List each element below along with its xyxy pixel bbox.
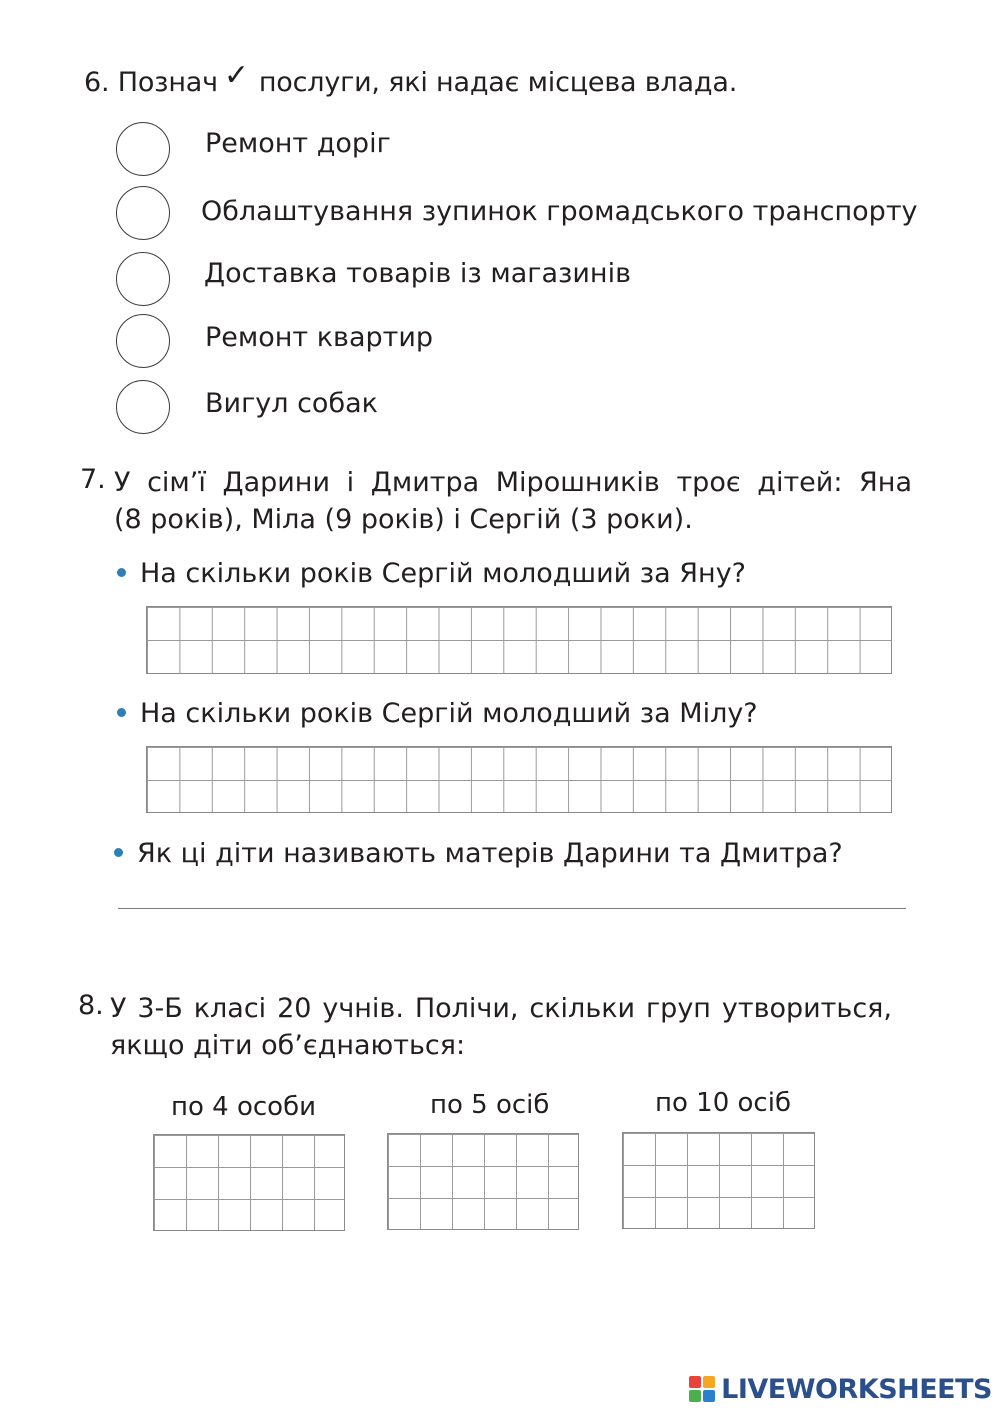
liveworksheets-logo <box>689 1371 992 1407</box>
logo-text: LIVEWORKSHEETS <box>721 1373 992 1405</box>
option-label-transport-stops: Облаштування зупинок громадського транспорту <box>201 196 918 227</box>
question-8-number: 8. <box>78 990 104 1021</box>
group-label-10: по 10 осіб <box>655 1088 791 1118</box>
question-8-line-2: якщо діти об’єднаються: <box>110 1030 466 1061</box>
option-label-apartment-repair: Ремонт квартир <box>205 322 434 353</box>
question-6-number: 6. <box>84 67 110 98</box>
question-6-title-after: послуги, які надає місцева влада. <box>258 67 738 98</box>
question-7c-text: Як ці діти називають матерів Дарини та Дмитра? <box>137 838 843 869</box>
checkmark-icon: ✓ <box>223 58 249 93</box>
question-7-number: 7. <box>80 464 106 495</box>
question-7b <box>117 698 758 729</box>
answer-grid-groups-4[interactable] <box>153 1134 345 1231</box>
group-label-4: по 4 особи <box>171 1092 317 1122</box>
answer-grid-7b[interactable] <box>146 746 892 813</box>
option-checkbox-transport-stops[interactable] <box>116 186 170 240</box>
answer-line-7c[interactable] <box>118 908 906 909</box>
option-checkbox-road-repair[interactable] <box>116 122 170 176</box>
bullet-icon <box>117 568 126 577</box>
option-checkbox-goods-delivery[interactable] <box>116 252 170 306</box>
logo-mark-icon <box>689 1376 715 1402</box>
question-7-line-1: У сім’ї Дарини і Дмитра Мірошників троє дітей: Яна <box>114 467 912 498</box>
question-6-title <box>84 58 738 99</box>
answer-grid-7a[interactable] <box>146 606 892 674</box>
option-label-dog-walking: Вигул собак <box>205 388 378 419</box>
question-7c <box>114 838 843 869</box>
question-7a-text: На скільки років Сергій молодший за Яну? <box>140 558 746 589</box>
group-label-5: по 5 осіб <box>430 1090 550 1120</box>
option-label-road-repair: Ремонт доріг <box>205 128 391 159</box>
question-7b-text: На скільки років Сергій молодший за Мілу? <box>140 698 758 729</box>
question-6-title-before: Познач <box>117 67 218 98</box>
question-8-line-1: У 3-Б класі 20 учнів. Полічи, скільки груп утвориться, <box>110 993 892 1024</box>
bullet-icon <box>114 848 123 857</box>
answer-grid-groups-5[interactable] <box>387 1133 579 1230</box>
question-7-line-2: (8 років), Міла (9 років) і Сергій (3 роки). <box>114 504 693 535</box>
bullet-icon <box>117 708 126 717</box>
question-8-text <box>110 990 892 1064</box>
question-7a <box>117 558 746 589</box>
option-checkbox-dog-walking[interactable] <box>116 380 170 434</box>
answer-grid-groups-10[interactable] <box>622 1132 815 1229</box>
question-7-text <box>114 464 912 538</box>
option-label-goods-delivery: Доставка товарів із магазинів <box>204 258 631 289</box>
option-checkbox-apartment-repair[interactable] <box>116 314 170 368</box>
